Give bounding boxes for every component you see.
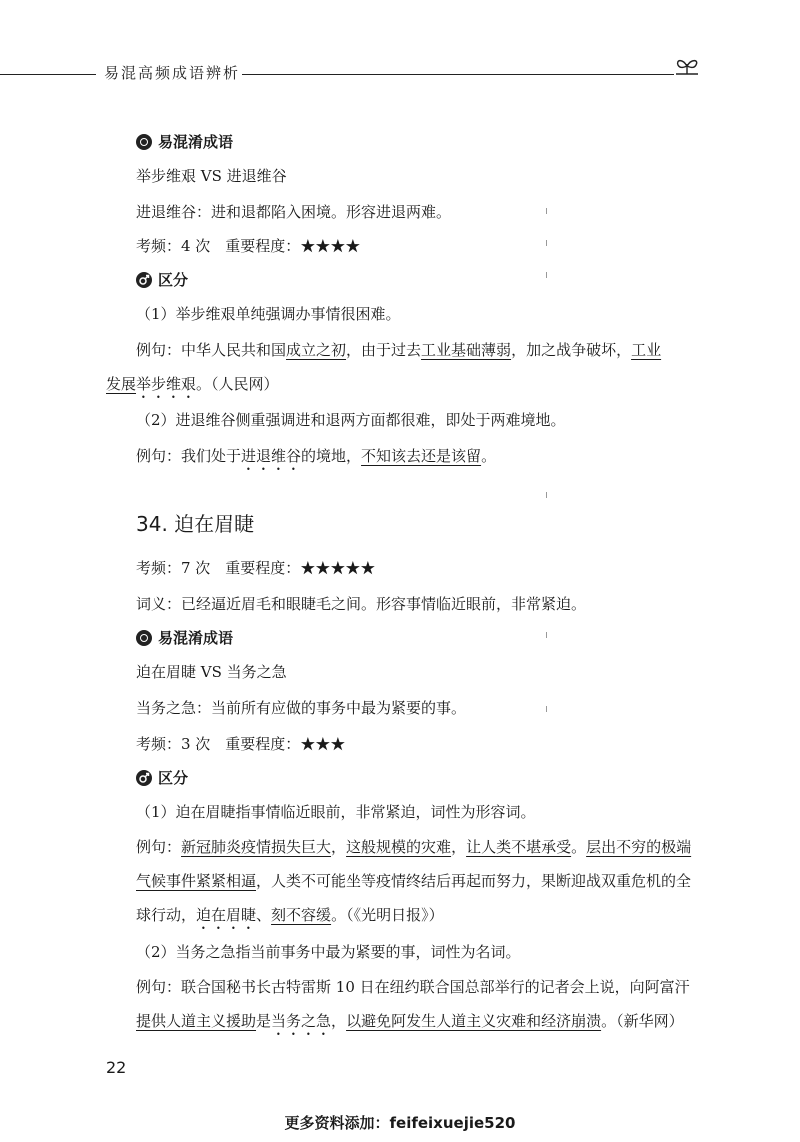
scan-mark	[546, 272, 547, 278]
page-number: 22	[106, 1058, 127, 1077]
entry-title: 34. 迫在眉睫	[136, 512, 255, 536]
difference-heading-2: 区分	[136, 768, 704, 788]
header-rule-left	[0, 74, 96, 75]
difference-icon	[136, 272, 152, 288]
definition-1: 进退维谷：进和退都陷入困境。形容进退两难。	[136, 203, 452, 221]
scan-mark	[546, 706, 547, 712]
frequency-1: 考频：4 次 重要程度：★★★★	[136, 237, 361, 255]
running-header-title: 易混高频成语辨析	[104, 64, 241, 82]
header-rule-right	[242, 74, 674, 75]
scan-mark	[546, 632, 547, 638]
difference-1-2: （2）进退维谷侧重强调进和退两方面都很难，即处于两难境地。	[136, 411, 566, 429]
difference-heading-1: 区分	[136, 270, 704, 290]
confuse-heading-1: 易混淆成语	[136, 132, 704, 152]
confuse-pair-2: 迫在眉睫 VS 当务之急	[136, 663, 287, 681]
confuse-pair-1: 举步维艰 VS 进退维谷	[136, 167, 287, 185]
confuse-icon	[136, 134, 152, 150]
difference-1-1: （1）举步维艰单纯强调办事情很困难。	[136, 305, 401, 323]
example-2-2: 例句：联合国秘书长古特雷斯 10 日在纽约联合国总部举行的记者会上说，向阿富汗提供人道主义援助是当务之急，以避免阿发生人道主义灾难和经济崩溃。（新华网）	[136, 978, 690, 1030]
difference-2-2: （2）当务之急指当前事务中最为紧要的事，词性为名词。	[136, 943, 521, 961]
scan-mark	[546, 492, 547, 498]
running-header	[0, 56, 800, 92]
difference-2-1: （1）迫在眉睫指事情临近眼前，非常紧迫，词性为形容词。	[136, 803, 536, 821]
example-2-1: 例句：新冠肺炎疫情损失巨大，这般规模的灾难，让人类不堪承受。层出不穷的极端气候事件紧紧相逼，人类不可能坐等疫情终结后再起而努力，果断迎战双重危机的全球行动，迫在眉睫、刻不容缓。（《光明日报》）	[136, 838, 692, 924]
sprout-icon	[672, 56, 702, 82]
meaning: 词义：已经逼近眉毛和眼睫毛之间。形容事情临近眼前，非常紧迫。	[136, 595, 587, 613]
confuse-icon	[136, 630, 152, 646]
definition-2: 当务之急：当前所有应做的事务中最为紧要的事。	[136, 699, 467, 717]
frequency-3: 考频：3 次 重要程度：★★★	[136, 735, 346, 753]
footer-note: 更多资料添加：feifeixuejie520	[284, 1114, 516, 1132]
example-1-2: 例句：我们处于进退维谷的境地，不知该去还是该留。	[136, 447, 497, 465]
example-1-1: 例句：中华人民共和国成立之初，由于过去工业基础薄弱，加之战争破坏，工业 发展举步维艰。（人民网）	[106, 341, 662, 393]
difference-icon	[136, 770, 152, 786]
frequency-2: 考频：7 次 重要程度：★★★★★	[136, 559, 376, 577]
scan-mark	[546, 240, 547, 246]
confuse-heading-2: 易混淆成语	[136, 628, 704, 648]
scan-mark	[546, 208, 547, 214]
